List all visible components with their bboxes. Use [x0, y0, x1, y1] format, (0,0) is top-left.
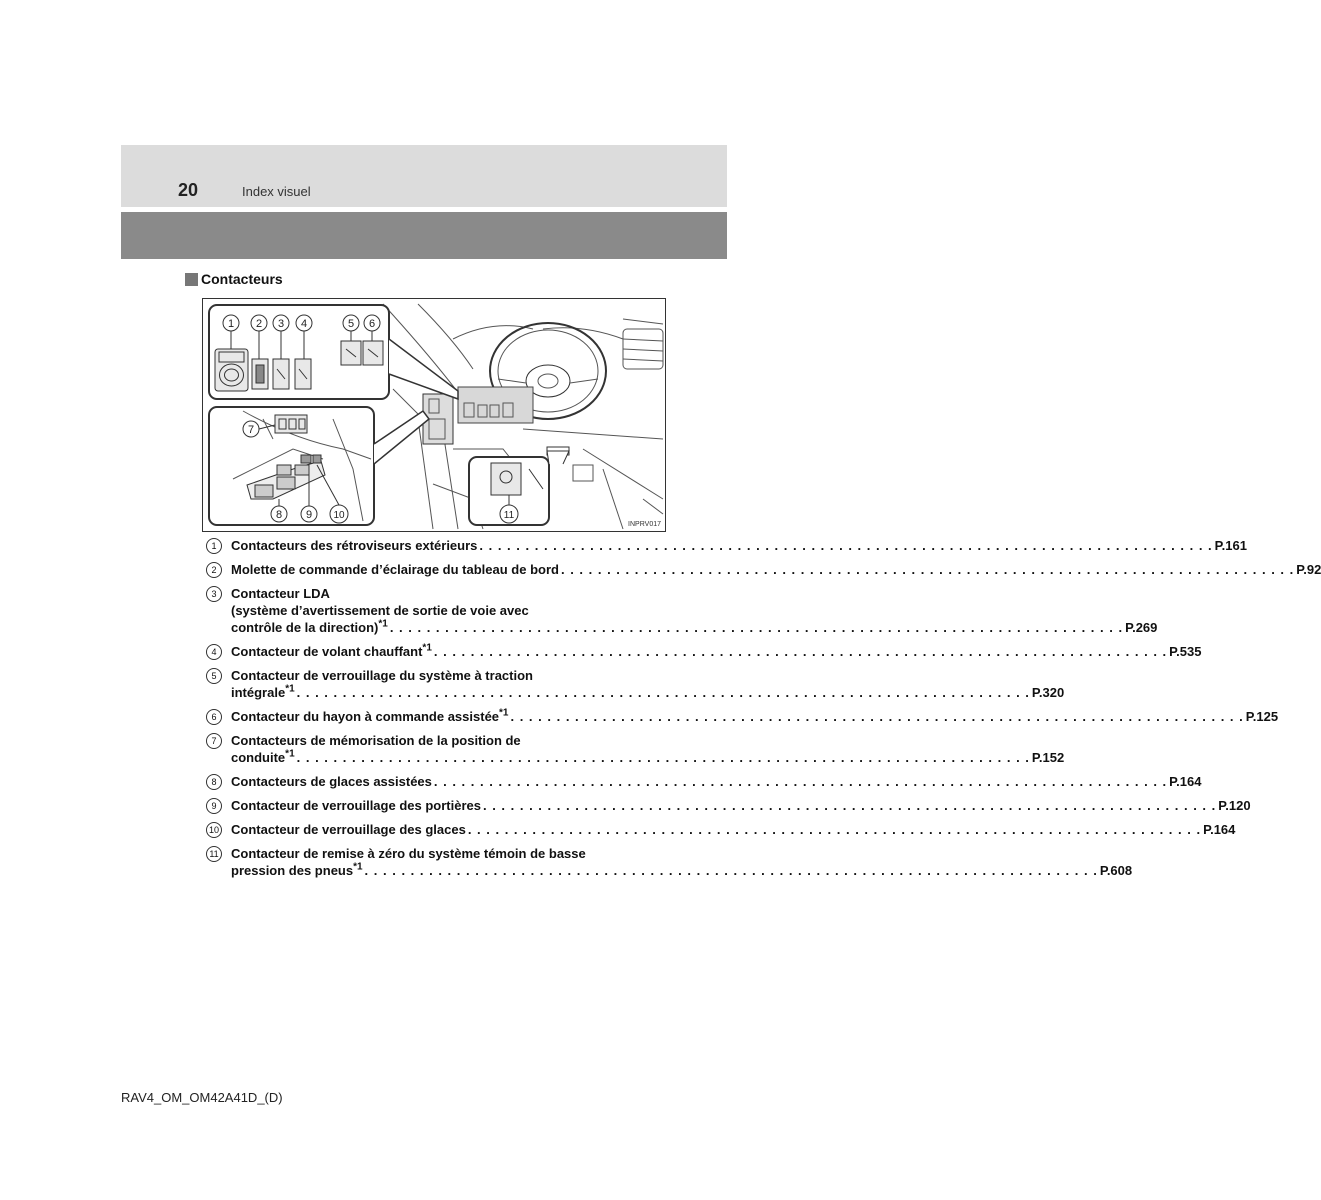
item-label: Contacteur de volant chauffant$^{*1}$	[231, 642, 432, 659]
callout-11: 11	[503, 510, 515, 521]
footnote-marker: *1	[422, 642, 432, 654]
inset-switch-tpms	[469, 451, 569, 525]
callout-6: 6	[368, 318, 376, 330]
dot-leader: . . . . . . . . . . . . . . . . . . . . . . . . . . . . . . . . . . . . . . . . . . . . . . . . . . . . . . . . . . . . . . . . . . . . . . . . . . . . . . . .	[482, 798, 1217, 813]
list-item	[206, 585, 1158, 636]
switch-location-figure	[202, 298, 666, 532]
item-number-badge: 8	[206, 774, 222, 790]
page-reference: P.164	[1169, 774, 1202, 789]
page-reference: P.608	[1099, 863, 1133, 878]
subheading-label: Contacteurs	[201, 271, 283, 287]
list-item	[206, 561, 1321, 578]
document-code: RAV4_OM_OM42A41D_(D)	[121, 1090, 283, 1105]
item-text-line: Contacteurs de mémorisation de la position de	[231, 733, 521, 748]
item-text-line: Contacteur LDA	[231, 586, 330, 601]
item-number-badge: 4	[206, 644, 222, 660]
callout-7: 7	[247, 424, 255, 436]
list-item	[206, 845, 1133, 879]
item-number-badge: 9	[206, 798, 222, 814]
footnote-marker: *1	[499, 707, 509, 719]
footnote-marker: *1	[285, 683, 295, 695]
item-label: conduite$^{*1}$	[231, 748, 295, 765]
item-label: Contacteurs des rétroviseurs extérieurs	[231, 538, 478, 553]
list-item	[206, 707, 1279, 725]
list-item	[206, 797, 1251, 814]
item-number-badge: 11	[206, 846, 222, 862]
dot-leader: . . . . . . . . . . . . . . . . . . . . . . . . . . . . . . . . . . . . . . . . . . . . . . . . . . . . . . . . . . . . . . . . . . . . . . . . . . . . . . . .	[296, 685, 1030, 700]
item-label: Molette de commande d’éclairage du tableau de bord	[231, 562, 559, 577]
item-text-line: Contacteur de remise à zéro du système témoin de basse	[231, 846, 586, 861]
item-text-line: (système d’avertissement de sortie de voie avec	[231, 603, 529, 618]
page-reference: P.535	[1169, 644, 1202, 659]
switch-list	[206, 537, 1321, 886]
square-bullet-icon	[185, 273, 198, 286]
item-label: intégrale$^{*1}$	[231, 683, 295, 700]
item-number-badge: 7	[206, 733, 222, 749]
list-item	[206, 537, 1247, 554]
page-number: 20	[178, 180, 199, 200]
page-reference: P.92	[1296, 562, 1321, 577]
dot-leader: . . . . . . . . . . . . . . . . . . . . . . . . . . . . . . . . . . . . . . . . . . . . . . . . . . . . . . . . . . . . . . . . . . . . . . . . . . . . . . . .	[560, 562, 1295, 577]
dot-leader: . . . . . . . . . . . . . . . . . . . . . . . . . . . . . . . . . . . . . . . . . . . . . . . . . . . . . . . . . . . . . . . . . . . . . . . . . . . . . . . .	[433, 644, 1168, 659]
header-band	[121, 145, 727, 207]
dot-leader: . . . . . . . . . . . . . . . . . . . . . . . . . . . . . . . . . . . . . . . . . . . . . . . . . . . . . . . . . . . . . . . . . . . . . . . . . . . . . . . .	[467, 822, 1202, 837]
page-reference: P.320	[1031, 685, 1065, 700]
callout-3: 3	[277, 318, 285, 330]
footnote-marker: *1	[353, 861, 363, 873]
footnote-marker: *1	[285, 748, 295, 760]
dot-leader: . . . . . . . . . . . . . . . . . . . . . . . . . . . . . . . . . . . . . . . . . . . . . . . . . . . . . . . . . . . . . . . . . . . . . . . . . . . . . . . .	[389, 620, 1124, 635]
item-label: Contacteur de verrouillage des portières	[231, 798, 481, 813]
item-label: pression des pneus$^{*1}$	[231, 861, 363, 878]
page-reference: P.120	[1218, 798, 1251, 813]
list-item	[206, 642, 1202, 660]
item-label: contrôle de la direction)$^{*1}$	[231, 618, 388, 635]
item-label: Contacteur de verrouillage des glaces	[231, 822, 466, 837]
dot-leader: . . . . . . . . . . . . . . . . . . . . . . . . . . . . . . . . . . . . . . . . . . . . . . . . . . . . . . . . . . . . . . . . . . . . . . . . . . . . . . . .	[296, 750, 1030, 765]
item-text-line: Contacteur de verrouillage du système à traction	[231, 668, 533, 683]
item-number-badge: 3	[206, 586, 222, 602]
figure-code: INPRV017	[628, 521, 661, 528]
dot-leader: . . . . . . . . . . . . . . . . . . . . . . . . . . . . . . . . . . . . . . . . . . . . . . . . . . . . . . . . . . . . . . . . . . . . . . . . . . . . . . . .	[510, 709, 1244, 724]
item-number-badge: 6	[206, 709, 222, 725]
callout-9: 9	[305, 509, 313, 521]
callout-2: 2	[255, 318, 263, 330]
item-number-badge: 2	[206, 562, 222, 578]
dot-leader: . . . . . . . . . . . . . . . . . . . . . . . . . . . . . . . . . . . . . . . . . . . . . . . . . . . . . . . . . . . . . . . . . . . . . . . . . . . . . . . .	[433, 774, 1168, 789]
callout-4: 4	[300, 318, 308, 330]
inset-switches-top	[209, 305, 458, 399]
callout-1: 1	[227, 318, 235, 330]
page-reference: P.152	[1031, 750, 1065, 765]
page-reference: P.269	[1125, 620, 1158, 635]
footnote-marker: *1	[378, 618, 388, 630]
inset-switches-door	[209, 407, 429, 525]
item-number-badge: 5	[206, 668, 222, 684]
page-reference: P.164	[1203, 822, 1236, 837]
list-item	[206, 667, 1065, 701]
list-item	[206, 773, 1202, 790]
item-number-badge: 10	[206, 822, 222, 838]
section-title: Index visuel	[242, 184, 311, 199]
item-number-badge: 1	[206, 538, 222, 554]
dot-leader: . . . . . . . . . . . . . . . . . . . . . . . . . . . . . . . . . . . . . . . . . . . . . . . . . . . . . . . . . . . . . . . . . . . . . . . . . . . . . . . .	[479, 538, 1213, 553]
callout-5: 5	[347, 318, 355, 330]
page-reference: P.125	[1245, 709, 1279, 724]
item-label: Contacteurs de glaces assistées	[231, 774, 432, 789]
dashboard-illustration	[203, 299, 665, 531]
dot-leader: . . . . . . . . . . . . . . . . . . . . . . . . . . . . . . . . . . . . . . . . . . . . . . . . . . . . . . . . . . . . . . . . . . . . . . . . . . . . . . . .	[364, 863, 1098, 878]
callout-8: 8	[275, 509, 283, 521]
page-reference: P.161	[1214, 538, 1247, 553]
item-label: Contacteur du hayon à commande assistée$^{*1}$	[231, 707, 509, 724]
subheading	[185, 271, 283, 287]
list-item	[206, 732, 1065, 766]
callout-10: 10	[333, 510, 345, 521]
header-bar	[121, 212, 727, 259]
list-item	[206, 821, 1236, 838]
